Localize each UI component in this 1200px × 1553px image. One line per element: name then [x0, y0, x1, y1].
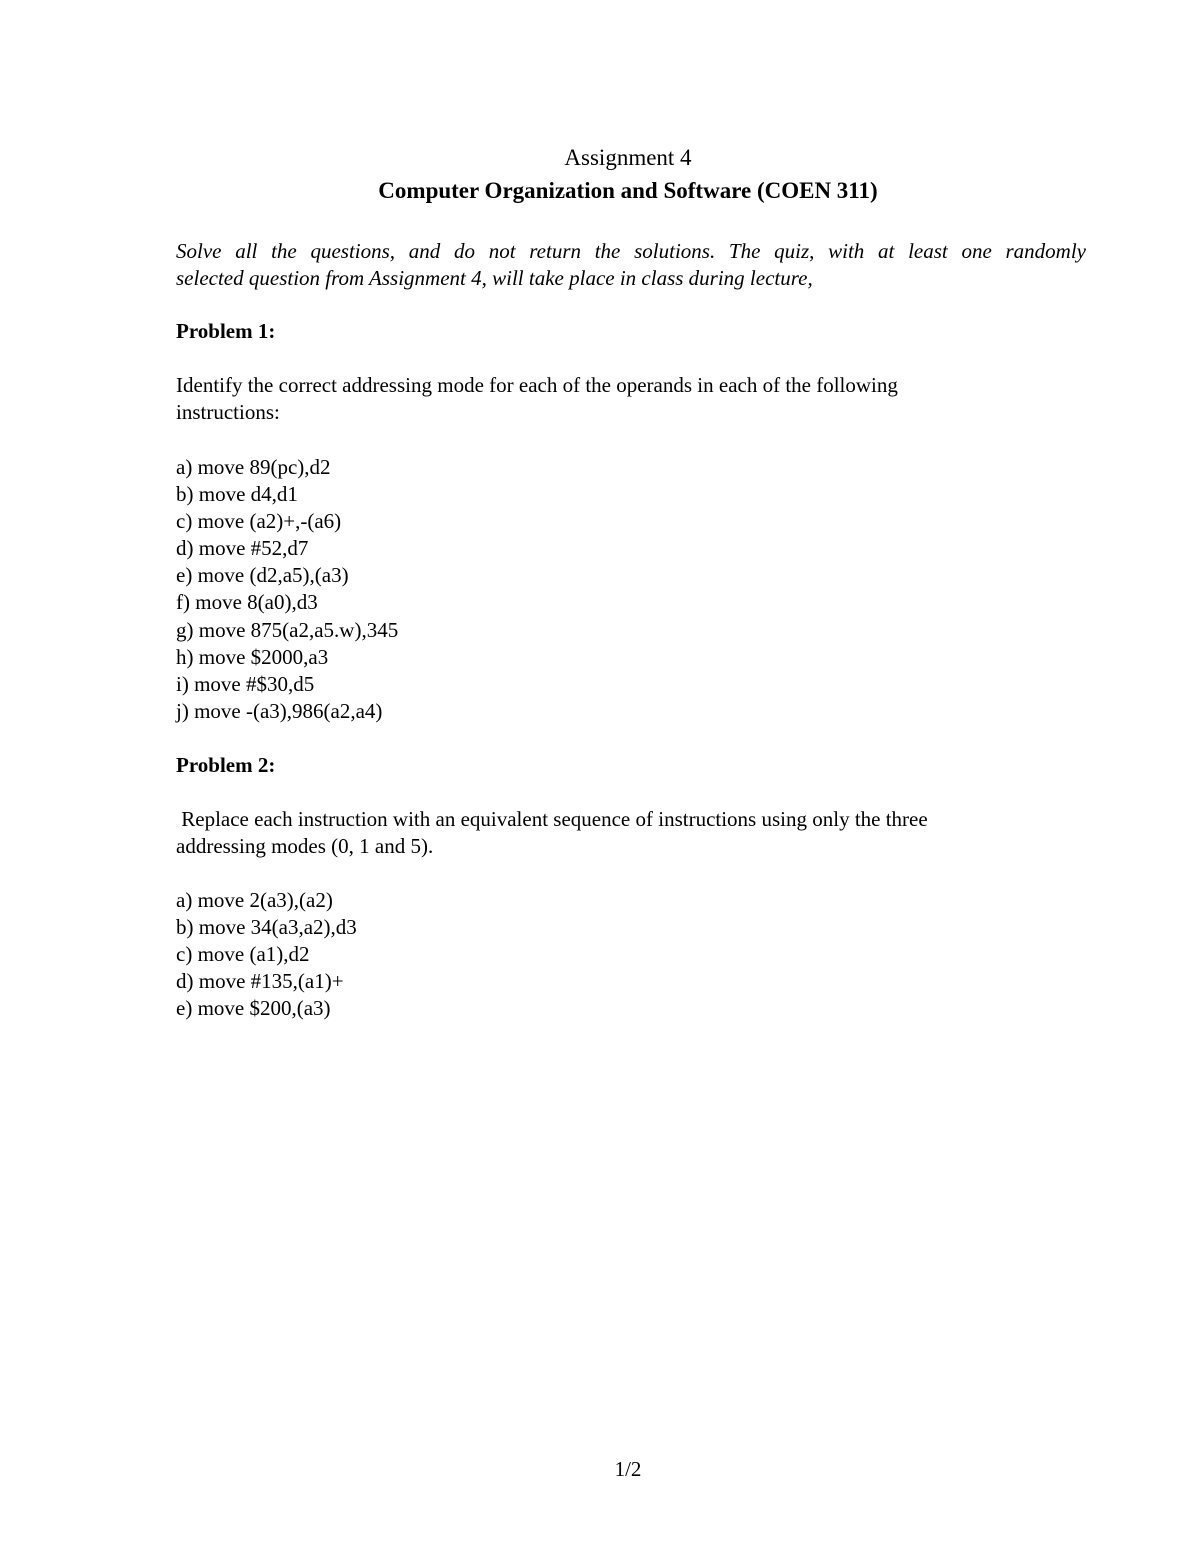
list-item: d) move #52,d7 [176, 536, 309, 561]
page-number: 1/2 [614, 1457, 642, 1481]
problem-1-description [176, 372, 996, 426]
list-item: c) move (a2)+,-(a6) [176, 509, 342, 534]
list-item: d) move #135,(a1)+ [176, 969, 344, 994]
problem-2-instruction-list [176, 887, 357, 1022]
list-item: g) move 875(a2,a5.w),345 [176, 617, 399, 642]
problem-2-description [176, 806, 1036, 860]
problem-1-description-line-2: instructions: [176, 400, 280, 424]
list-item: e) move (d2,a5),(a3) [176, 563, 349, 588]
document-subtitle: Computer Organization and Software (COEN 311) [378, 178, 878, 203]
problem-2-description-line-2: addressing modes (0, 1 and 5). [176, 834, 434, 858]
problem-2-heading: Problem 2: [176, 753, 276, 777]
list-item: a) move 89(pc),d2 [176, 455, 331, 479]
list-item: f) move 8(a0),d3 [176, 590, 318, 615]
list-item: e) move $200,(a3) [176, 996, 331, 1021]
problem-2-description-line-1: Replace each instruction with an equivalent sequence of instructions using only the three [176, 807, 928, 831]
list-item: b) move 34(a3,a2),d3 [176, 915, 357, 940]
list-item: h) move $2000,a3 [176, 644, 329, 669]
instructions-line-2: selected question from Assignment 4, will take place in class during lecture, [176, 266, 813, 290]
instructions-line-1: Solve all the questions, and do not return the solutions. The quiz, with at least one randomly [176, 239, 1086, 263]
list-item: a) move 2(a3),(a2) [176, 888, 333, 912]
problem-1-description-line-1: Identify the correct addressing mode for each of the operands in each of the following [176, 373, 898, 397]
list-item: b) move d4,d1 [176, 482, 298, 507]
list-item: c) move (a1),d2 [176, 942, 310, 967]
problem-1-instruction-list [176, 454, 398, 725]
list-item: j) move -(a3),986(a2,a4) [176, 698, 383, 723]
document-title: Assignment 4 [564, 145, 692, 170]
instructions-paragraph [176, 238, 1086, 292]
problem-1-heading: Problem 1: [176, 319, 276, 343]
list-item: i) move #$30,d5 [176, 671, 315, 696]
